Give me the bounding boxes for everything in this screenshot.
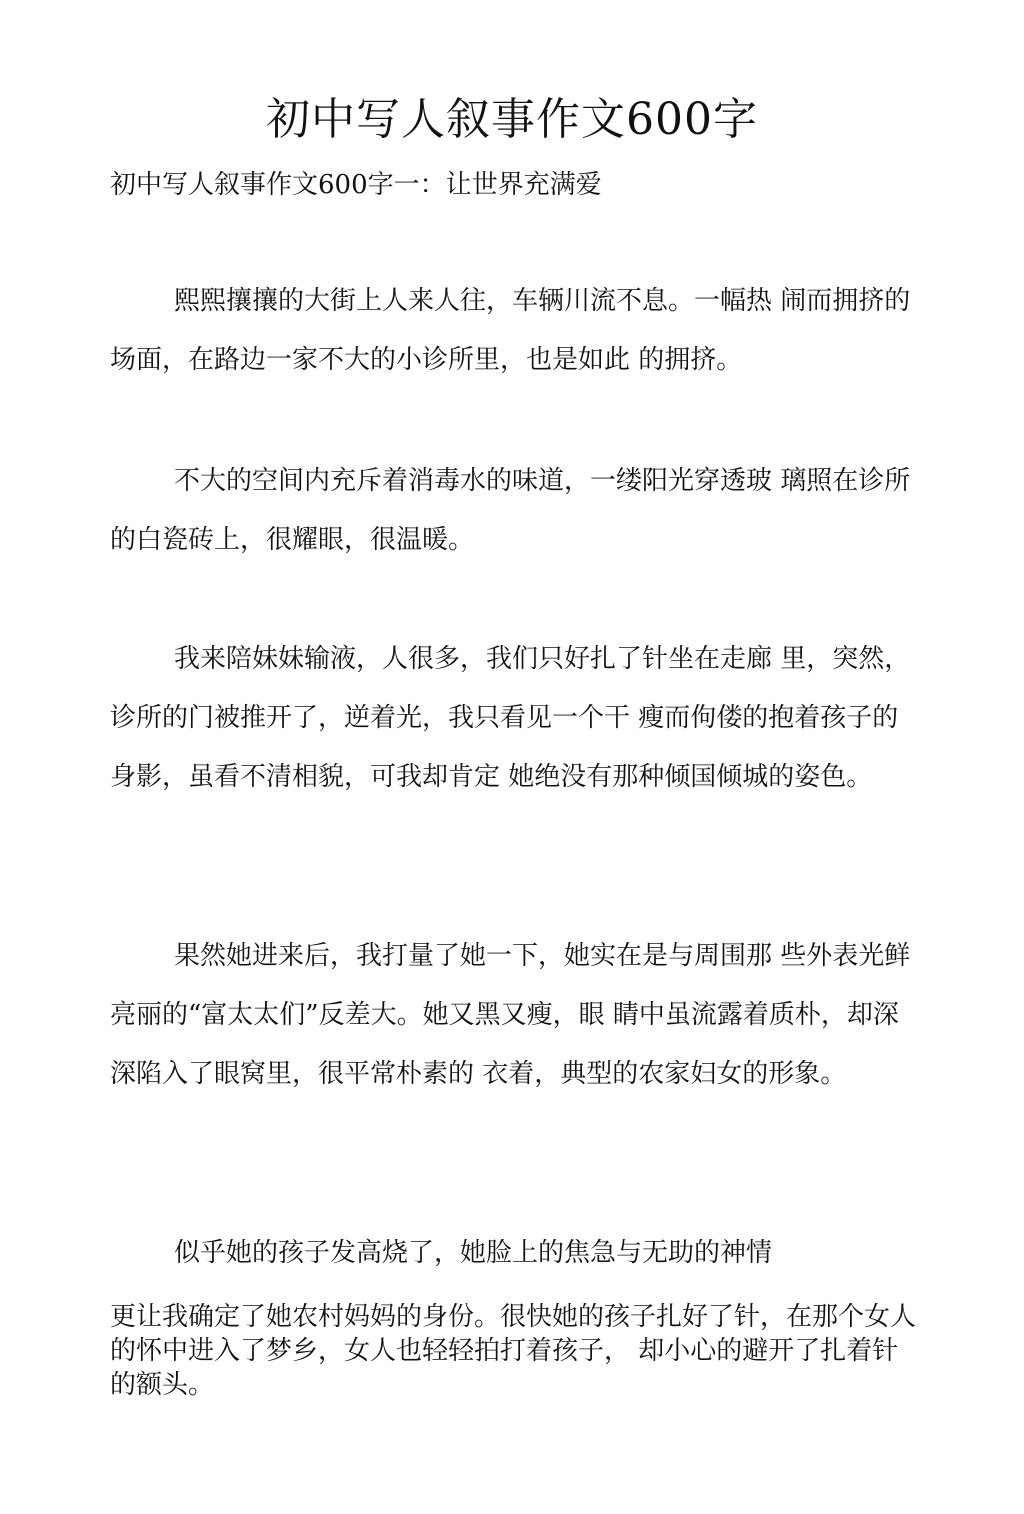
paragraph: 更让我确定了她农村妈妈的身份。很快她的孩子扎好了针，在那个女人的怀中进入了梦乡，女人也轻轻拍打着孩子， 却小心的避开了扎着针的额头。 [110, 1302, 917, 1400]
document-title: 初中写人叙事作文600字 [266, 94, 758, 145]
paragraph: 不大的空间内充斥着消毒水的味道，一缕阳光穿透玻 璃照在诊所的白瓷砖上，很耀眼，很温暖。 [110, 466, 911, 555]
paragraph: 我来陪妹妹输液，人很多，我们只好扎了针坐在走廊 里，突然，诊所的门被推开了，逆着光，我只看见一个干 瘦而佝偻的抱着孩子的身影，虽看不清相貌，可我却肯定 她绝没有那种倾国倾城的姿色。 [110, 644, 911, 792]
paragraph: 熙熙攘攘的大街上人来人往，车辆川流不息。一幅热 闹而拥挤的场面，在路边一家不大的小诊所里，也是如此 的拥挤。 [110, 286, 911, 375]
paragraph: 果然她进来后，我打量了她一下，她实在是与周围那 些外表光鲜亮丽的“富太太们”反差大。她又黑又瘦，眼 睛中虽流露着质朴，却深深陷入了眼窝里，很平常朴素的 衣着，典型的农家妇女的形象。 [110, 941, 911, 1089]
essay-subtitle: 初中写人叙事作文600字一：让世界充满爱 [110, 170, 602, 200]
paragraph: 似乎她的孩子发高烧了，她脸上的焦急与无助的神情 [174, 1238, 773, 1268]
